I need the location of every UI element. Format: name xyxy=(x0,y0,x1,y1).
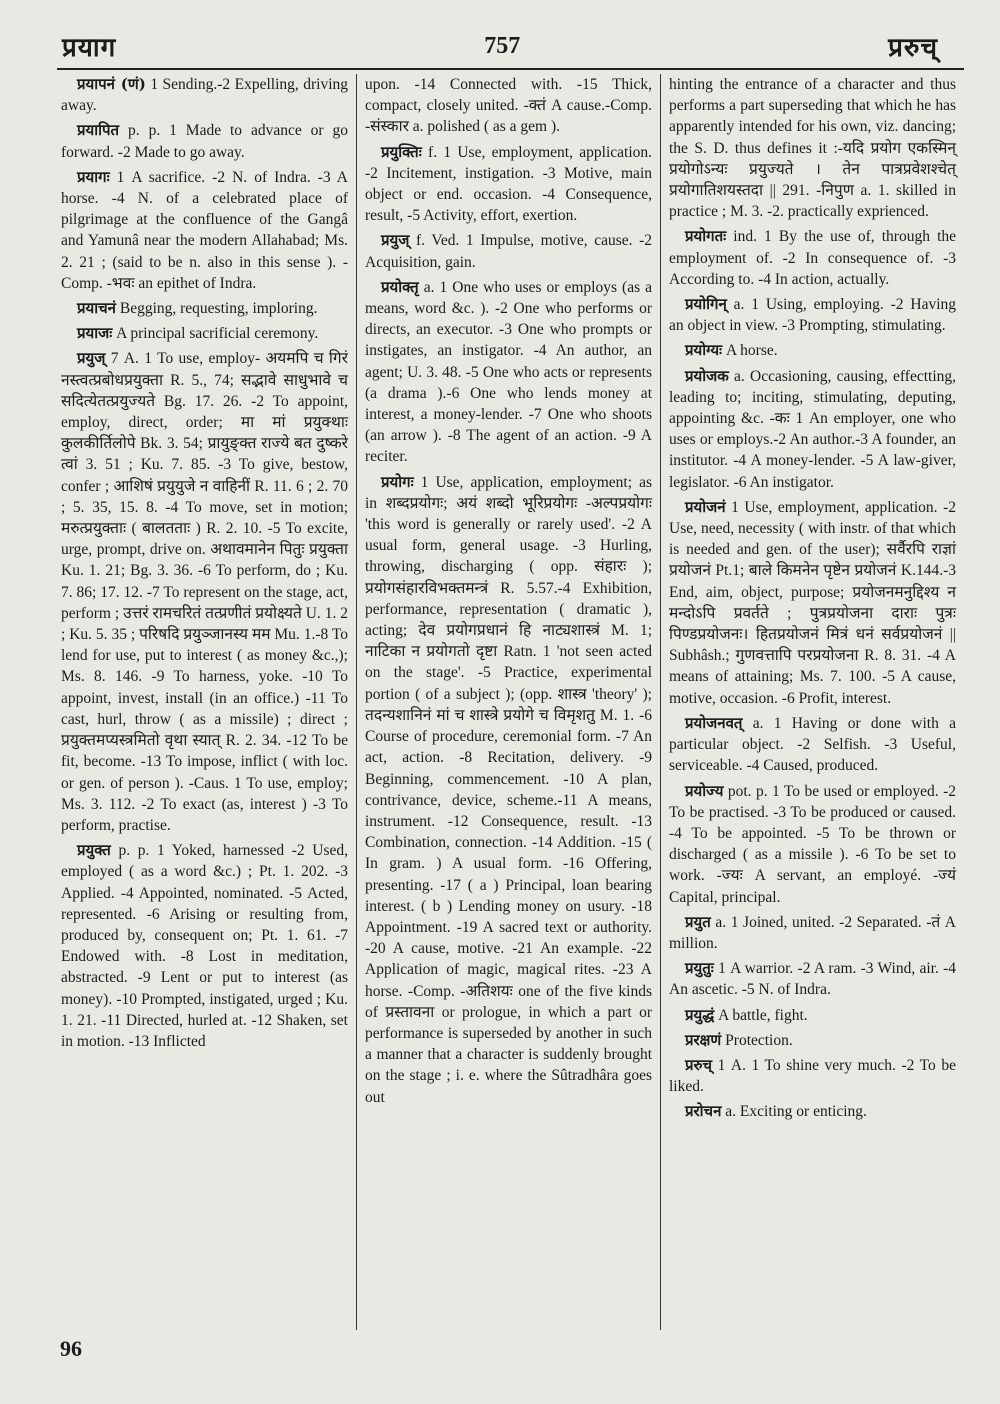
entry-headword: प्रयुत xyxy=(685,912,711,931)
entry-headword: प्रयोगतः xyxy=(685,227,727,246)
header-right-guideword: प्ररुच् xyxy=(888,33,938,63)
entry-headword: प्रयोग्यः xyxy=(685,341,723,360)
entry-definition: Begging, requesting, imploring. xyxy=(119,300,318,318)
entry-headword: प्रयोज्य xyxy=(685,781,724,800)
entry-definition: f. Ved. 1 Impulse, motive, cause. -2 Acquisition, gain. xyxy=(365,232,653,271)
entry-definition: A principal sacrificial ceremony. xyxy=(116,325,319,343)
entry-definition: Protection. xyxy=(725,1031,793,1049)
entry-headword: प्रयुद्धं xyxy=(685,1005,715,1024)
entry-headword: प्ररोचन xyxy=(685,1102,722,1121)
entry-definition: hinting the entrance of a character and thus performs a part superseding that which he has apparently intended for his own, viz. dancing; the S. D. thus defines it :-यदि प्रयोग एकस्मिन् प्रयोगोऽन्यः प्रयुज्यते । तेन पात्रप्रवेशश्चेत् प्रयोगातिशयस्तदा || 291. -निपुण a. 1. skilled in practice ; M. 3. -2. practically exprienced. xyxy=(669,76,956,221)
dictionary-entry xyxy=(669,74,956,222)
dictionary-entry xyxy=(669,226,956,290)
entry-headword: प्रयोक्तृ xyxy=(381,277,419,296)
column-2 xyxy=(356,74,660,1330)
entry-definition: a. 1 Joined, united. -2 Separated. -तं A million. xyxy=(669,913,957,952)
dictionary-entry xyxy=(61,348,348,836)
entry-definition: p. p. 1 Made to advance or go forward. -2 Made to go away. xyxy=(61,122,349,161)
entry-definition: f. 1 Use, employment, application. -2 Incitement, instigation. -3 Motive, main object or end. occasion. -4 Consequence, result, -5 Activity, effort, exertion. xyxy=(365,143,652,225)
entry-definition: A horse. xyxy=(725,342,778,360)
dictionary-entry xyxy=(61,120,348,162)
entry-definition: 1 Use, employment, application. -2 Use, need, necessity ( with instr. of that which is needed and gen. of the user); सर्वैरपि राज्ञां प्रयोजनं Pt.1; बाले किमनेन पृष्टेन प्रयोजनं K.144.-3 End, aim, object, purpose; प्रयोजनमनुद्दिश्य न मन्दोऽपि प्रवर्तते ; पुत्रप्रयोजना दाराः पुत्रः पिण्डप्रयोजनः। हितप्रयोजनं मित्रं धनं सर्वप्रयोजनं || Subhâsh.; गुणवत्तापि परप्रयोजना R. 8. 31. -4 A means of attaining; Ms. 7. 100. -5 A cause, motive, occasion. -6 Profit, interest. xyxy=(669,498,957,707)
dictionary-entry xyxy=(669,1005,956,1026)
entry-headword: प्रयुज् xyxy=(77,349,106,368)
dictionary-entry xyxy=(365,230,652,272)
entry-headword: प्रयुतुः xyxy=(685,959,714,978)
entry-definition: 7 A. 1 To use, employ- अयमपि च गिरं नस्त्वत्प्रबोधप्रयुक्ता R. 5., 74; सद्भावे साधुभावे च सदित्येतत्प्रयुज्यते Bg. 17. 26. -2 To appoint, employ, direct, order; मा मां प्रयुक्थाः कुलकीर्तिलोपे Bk. 3. 54; प्रायुङ्क्त राज्ये बत दुष्करे त्वां 3. 51 ; Ku. 7. 85. -3 To give, bestow, confer ; आशिषं प्रयुयुजे न वाहिनीं R. 11. 6 ; 2. 70 ; 5. 35, 15. 8. -4 To move, set in motion; मरुत्प्रयुक्ताः ( बालतताः ) R. 2. 10. -5 To excite, urge, prompt, drive on. अथावमानेन पितुः प्रयुक्ता Ku. 1. 21; Bg. 3. 36. -6 To perform, do ; Ku. 7. 86; 17. 12. -7 To represent on the stage, act, perform ; उत्तरं रामचरितं तत्प्रणीतं प्रयोक्ष्यते U. 1. 2 ; Ku. 5. 35 ; परिषदि प्रयुञ्जानस्य मम Mu. 1.-8 To lend for use, put to interest ( as money &c.,); Ms. 8. 146. -9 To harness, yoke. -10 To appoint, invest, install (in an office.) -11 To cast, hurl, throw ( as a missile) ; direct ; प्रयुक्तमप्यस्त्रमितो वृथा स्यात् R. 2. 34. -12 To be fit, become. -13 To impose, inflict ( with loc. or gen. of person ). -Caus. 1 To use, employ; Ms. 3. 112. -2 To exact (as, interest ) -3 To perform, practise. xyxy=(61,350,348,834)
dictionary-entry xyxy=(669,1101,956,1122)
entry-definition: a. Exciting or enticing. xyxy=(725,1103,867,1121)
dictionary-entry xyxy=(669,781,956,908)
dictionary-entry xyxy=(365,277,652,468)
dictionary-entry xyxy=(669,366,956,493)
entry-headword: प्रयाजः xyxy=(77,324,113,343)
entry-definition: 1 Use, application, employment; as in शब्दप्रयोगः; अयं शब्दो भूरिप्रयोगः -अल्पप्रयोगः 'this word is generally or rarely used'. -2 A usual form, general usage. -3 Hurling, throwing, discharging ( opp. संहारः ); प्रयोगसंहारविभक्तमन्त्रं R. 5.57.-4 Exhibition, performance, representation ( dramatic ), acting; देव प्रयोगप्रधानं हि नाट्यशास्त्रं M. 1; नाटिका न प्रयोगतो दृष्टा Ratn. 1 'not seen acted on the stage'. -5 Practice, experimental portion ( of a subject ); (opp. शास्त्र 'theory' ); तदन्यशानिनं मां च शास्त्रे प्रयोगे च विमृशतु M. 1. -6 Course of procedure, ceremonial form. -7 An act, action. -8 Recitation, delivery. -9 Beginning, commencement. -10 A plan, contrivance, device, scheme.-11 A means, instrument. -12 Consequence, result. -13 Combination, connection. -14 Addition. -15 ( In gram. ) A usual form. -16 Offering, presenting. -17 ( a ) Principal, loan bearing interest. ( b ) Lending money on usury. -18 Appointment. -19 A sacred text or authority. -20 A cause, motive. -21 An example. -22 Application of magic, magical rites. -23 A horse. -Comp. -अतिशयः one of the five kinds of प्रस्तावना or prologue, in which a part or performance is superseded by another in such a manner that a character is suddenly brought on the stage ; i. e. where the Sûtradhâra goes out xyxy=(365,473,652,1106)
dictionary-entry xyxy=(61,298,348,319)
header-left-guideword: प्रयाग xyxy=(62,33,117,63)
entry-headword: प्रयोजक xyxy=(685,366,729,385)
entry-definition: a. 1 Having or done with a particular object. -2 Selfish. -3 Useful, serviceable. -4 Caused, produced. xyxy=(669,714,956,775)
dictionary-entry xyxy=(365,142,652,227)
entry-definition: 1 Sending.-2 Expelling, driving away. xyxy=(61,76,348,115)
entry-definition: ind. 1 By the use of, through the employment of. -2 In consequence of. -3 According to. -4 In action, actually. xyxy=(669,228,957,288)
page-number: 757 xyxy=(484,32,521,59)
entry-headword: प्रयुज् xyxy=(381,231,410,250)
entry-headword: प्ररुच् xyxy=(685,1055,713,1074)
dictionary-entry xyxy=(669,912,956,954)
entry-definition: a. Occasioning, causing, effectting, leading to; inciting, stimulating, deputing, appointing &c. -कः 1 An employer, one who uses or employs.-2 An author.-3 A founder, an institutor. -4 A money-lender. -5 A law-giver, legislator. -6 An instigator. xyxy=(669,367,957,491)
signature-mark: 96 xyxy=(60,1336,82,1361)
entry-headword: प्रयापनं (णं) xyxy=(77,75,146,93)
dictionary-entry xyxy=(669,1055,956,1097)
dictionary-entry xyxy=(669,958,956,1000)
entry-definition: pot. p. 1 To be used or employed. -2 To be practised. -3 To be produced or caused. -4 To be appointed. -5 To be thrown or discharged ( as a missile ). -6 To be set to work. -ज्यः A servant, an employé. -ज्यं Capital, principal. xyxy=(669,782,957,906)
dictionary-entry xyxy=(669,713,956,777)
entry-definition: p. p. 1 Yoked, harnessed -2 Used, employed ( as a word &c.) ; Pt. 1. 202. -3 Applied. -4 Appointed, nominated. -5 Acted, represented. -6 Arising or resulting from, produced by, consequent on; Pt. 1. 61. -7 Endowed with. -8 Lost in meditation, abstracted. -9 Lent or put to interest (as money). -10 Prompted, instigated, urged ; Ku. 1. 21. -11 Directed, hurled at. -12 Shaken, set in motion. -13 Inflicted xyxy=(61,842,349,1050)
dictionary-entry xyxy=(61,167,348,294)
dictionary-entry xyxy=(669,497,956,709)
entry-headword: प्ररक्षणं xyxy=(685,1030,722,1049)
page-header xyxy=(62,28,938,64)
entry-headword: प्रयोगः xyxy=(381,472,414,491)
dictionary-entry xyxy=(61,323,348,344)
entry-headword: प्रयुक्तिः xyxy=(381,142,422,161)
entry-headword: प्रयापित xyxy=(77,121,120,140)
dictionary-entry xyxy=(669,340,956,361)
header-rule xyxy=(57,68,964,70)
entry-headword: प्रयागः xyxy=(77,167,110,186)
dictionary-entry xyxy=(365,74,652,138)
dictionary-entry xyxy=(61,840,348,1052)
entry-headword: प्रयोगिन् xyxy=(685,295,727,314)
entry-headword: प्रयोजनवत् xyxy=(685,713,743,732)
column-1 xyxy=(57,74,356,1330)
entry-definition: a. 1 Using, employing. -2 Having an object in view. -3 Prompting, stimulating. xyxy=(669,296,956,335)
entry-headword: प्रयोजनं xyxy=(685,497,726,516)
column-3 xyxy=(660,74,964,1330)
entry-headword: प्रयुक्त xyxy=(77,841,111,860)
columns xyxy=(57,74,964,1330)
dictionary-entry xyxy=(669,294,956,336)
entry-headword: प्रयाचनं xyxy=(77,299,116,318)
entry-definition: A battle, fight. xyxy=(718,1006,808,1024)
entry-definition: 1 A sacrifice. -2 N. of Indra. -3 A horse. -4 N. of a celebrated place of pilgrimage at the confluence of the Gangâ and Yamunâ near the modern Allahabad; Ms. 2. 21 ; (said to be n. also in this sense ). -Comp. -भवः an epithet of Indra. xyxy=(61,168,349,292)
entry-definition: 1 A. 1 To shine very much. -2 To be liked. xyxy=(669,1056,956,1096)
entry-definition: a. 1 One who uses or employs (as a means, word &c. ). -2 One who performs or directs, an executor. -3 One who prompts or instigates, an instigator. -4 An author, an agent; U. 3. 48. -5 One who acts or represents (a drama ).-6 One who lends money at interest, a money-lender. -7 One who shoots (an arrow ). -8 The agent of an action. -9 A reciter. xyxy=(365,278,653,466)
dictionary-entry xyxy=(669,1030,956,1051)
entry-definition: upon. -14 Connected with. -15 Thick, compact, closely united. -क्तं A cause.-Comp. -संस्कार a. polished ( as a gem ). xyxy=(365,76,652,136)
dictionary-entry xyxy=(61,74,348,116)
dictionary-entry xyxy=(365,472,652,1108)
entry-definition: 1 A warrior. -2 A ram. -3 Wind, air. -4 An ascetic. -5 N. of Indra. xyxy=(669,960,956,999)
